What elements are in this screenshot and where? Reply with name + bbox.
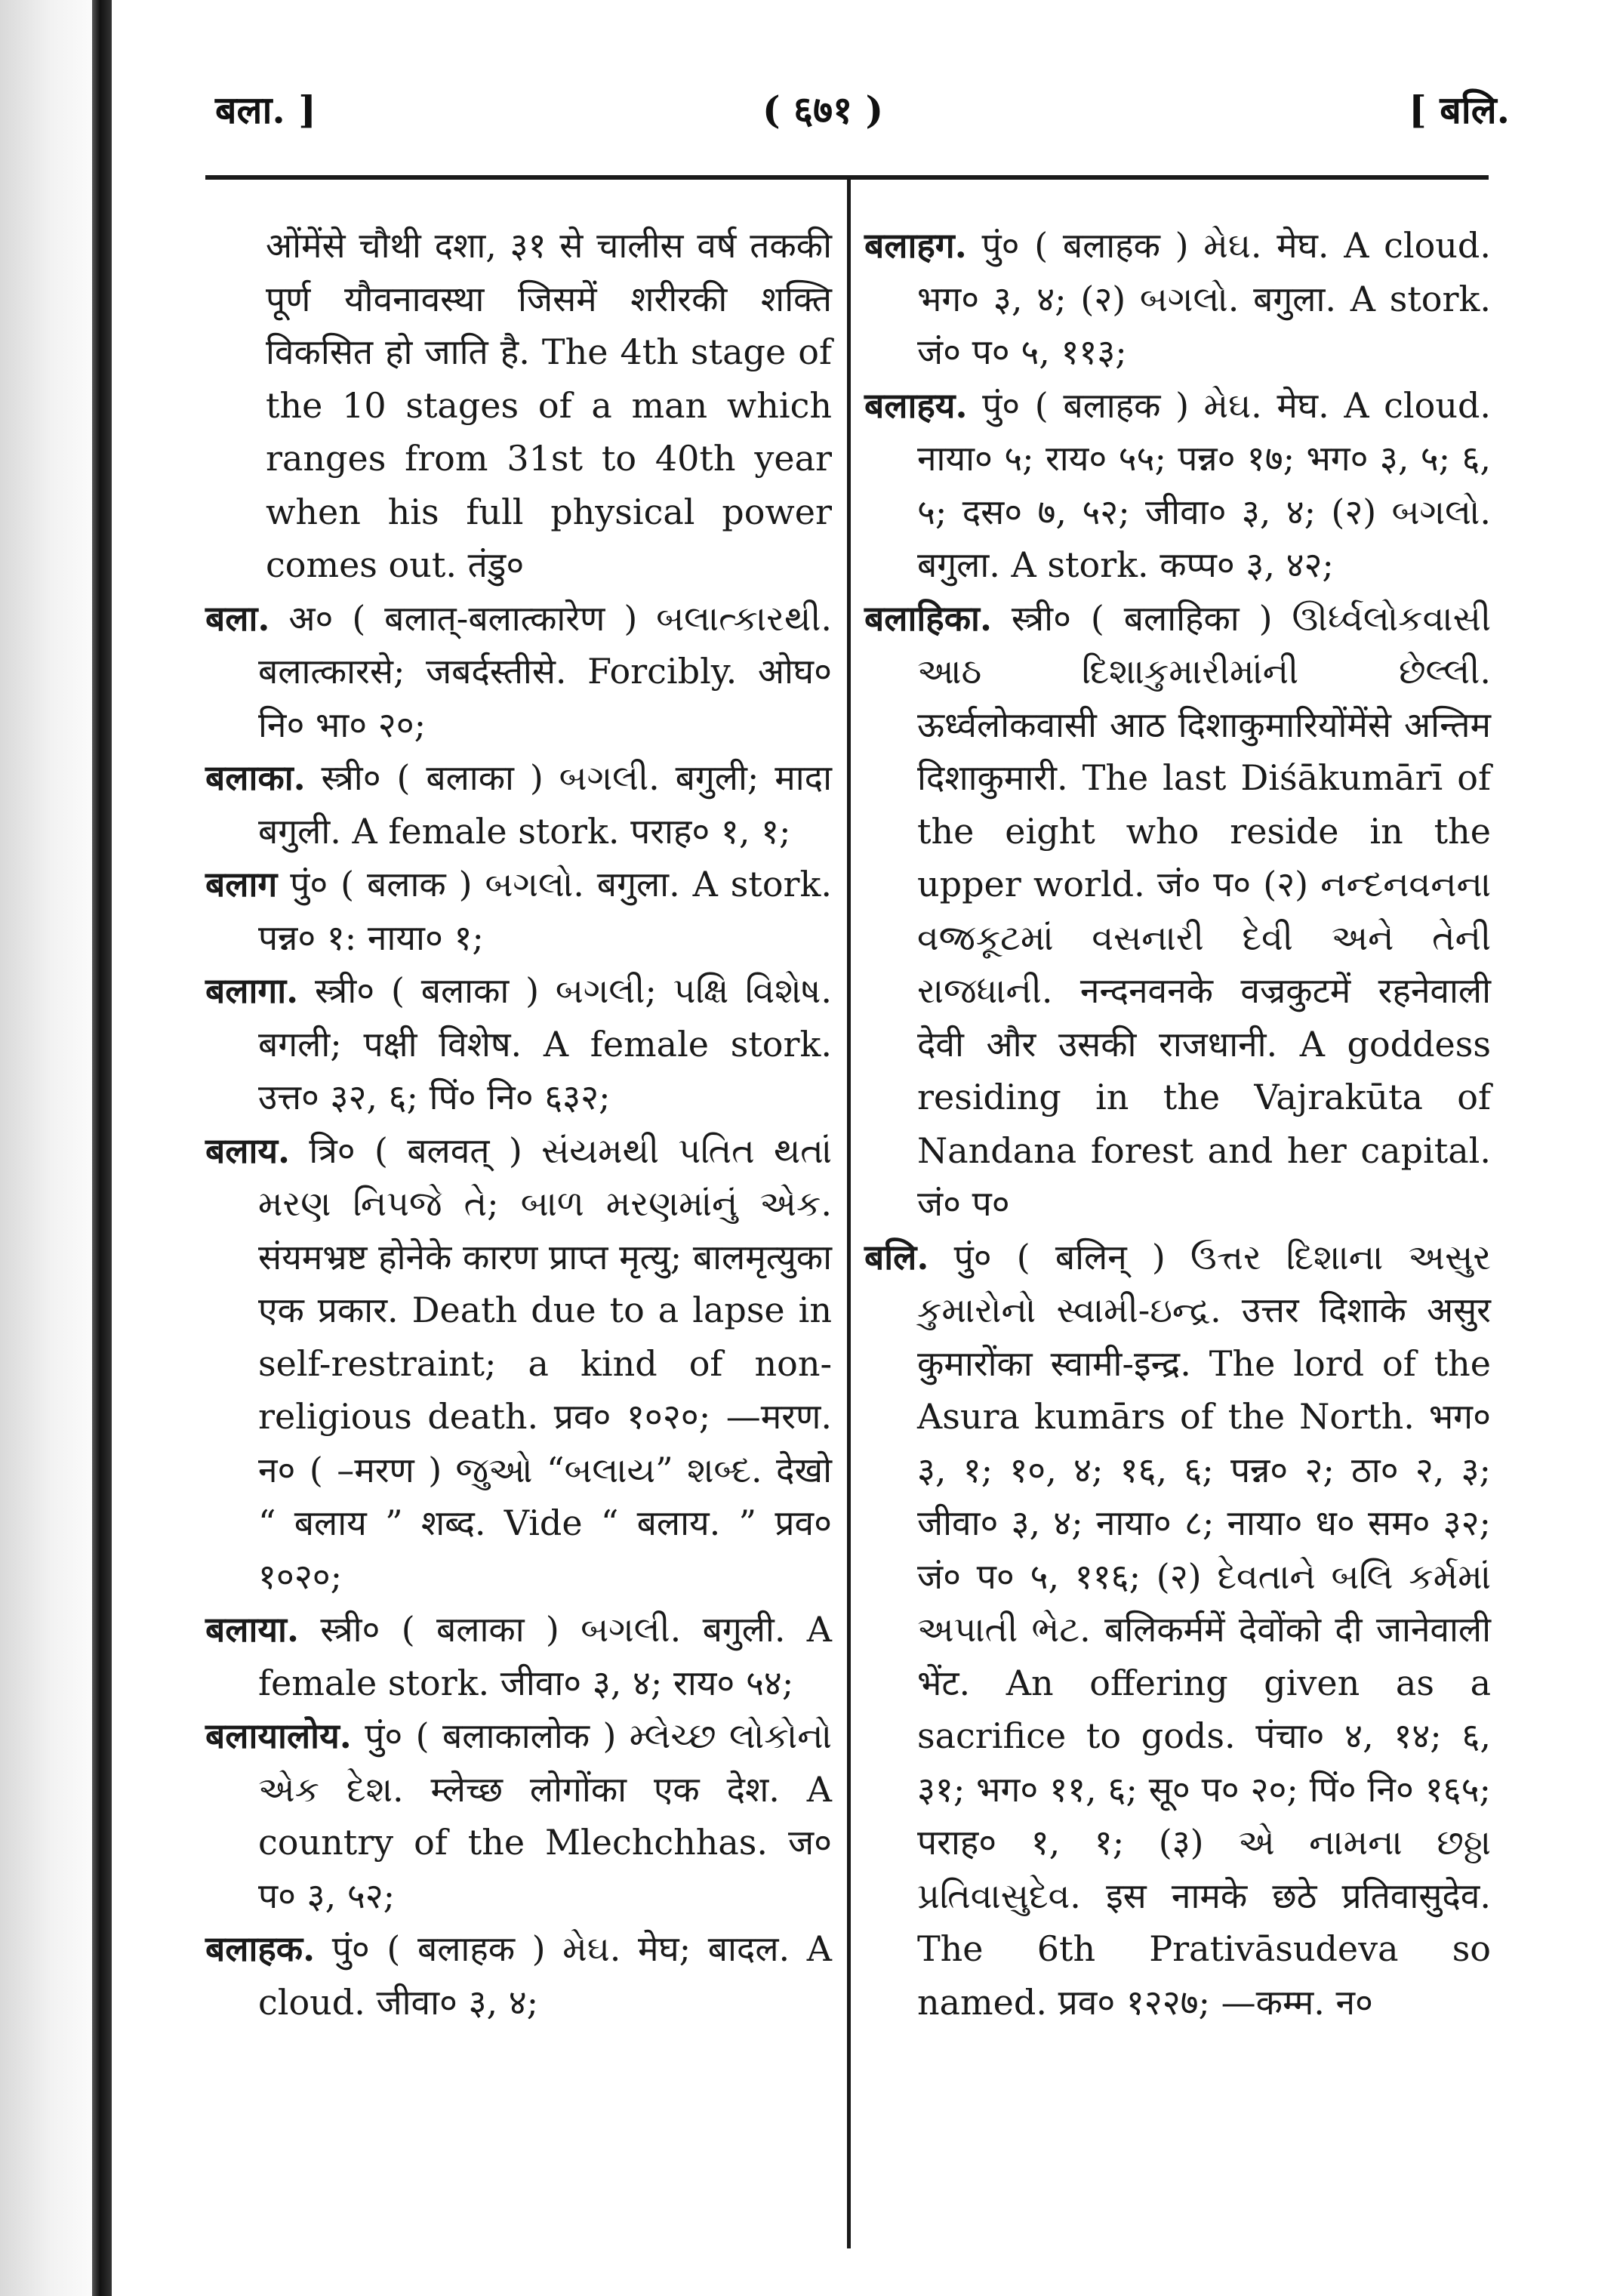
dictionary-entry (205, 964, 832, 1124)
entry-headword: बलि. (864, 1236, 929, 1277)
entry-headword: बलाका. (205, 757, 306, 798)
entry-headword: बला. (205, 597, 270, 639)
dictionary-entry (205, 1922, 832, 2029)
entry-text: पुं० ( बलाकालोक ) મ્લેચ્છ લોકોનો એક દેશ. म्लेच्छ लोगोंका एक देश. A country of the Mlechchhas. ज० प० ३, ५२; (258, 1715, 833, 1916)
entry-headword: बलाहिका. (864, 597, 992, 639)
entry-headword: बलागा. (205, 970, 299, 1011)
page-number: ( ६७१ ) (762, 88, 884, 132)
entry-headword: बलाहय. (864, 384, 968, 426)
entry-text: स्त्री० ( बलाका ) બગલી. बगुली. A female stork. जीवा० ३, ४; राय० ५४; (258, 1609, 832, 1703)
entry-text: त्रि० ( बलवत् ) સંયમથી પતિત થતાં મરણ નિપજે તે; બાળ મરણમાંનું એક. संयमभ्रष्ट होनेके कारण प्राप्त मृत्यु; बालमृत्युका एक प्रकार. Death due to a lapse in self-restraint; a kind of non-religious death. प्रव० १०२०; —मरण. न० ( –मरण ) જુઓ “બલાય” શબ્દ. देखो “ बलाय ” शब्द. Vide “ बलाय. ” प्रव० १०२०; (258, 1130, 832, 1597)
entry-text: स्त्री० ( बलाहिका ) ઊર્ધ્વલોકવાસી આઠ દિશાકુમારીમાંની છેલ્લી. ऊर्ध्वलोकवासी आठ दिशाकुमारियोंमेंसे अन्तिम दिशाकुमारी. The last Diśākumārī of the eight who reside in the upper world. जं० प० (२) નન્દનવનના વજ્રકૂટમાં વસનારી દેવી અને તેની રાજધાની. नन्दनवनके वज्रकुटमें रहनेवाली देवी और उसकी राजधानी. A goddess residing in the Vajrakūta of Nandana forest and her capital. जं० प० (917, 597, 1491, 1224)
book-spine (92, 0, 112, 2296)
entry-headword: बलाहग. (864, 225, 967, 266)
entry-text: पुं० ( बलाहक ) મેઘ. मेघ. A cloud. नाया० ५; राय० ५५; पन्न० १७; भग० ३, ५; ६, ५; दस० ७, ५२; जीवा० ३, ४; (२) બગલો. बगुला. A stork. कप्प० ३, ४२; (917, 384, 1492, 585)
dictionary-entry (205, 1124, 832, 1604)
running-head-right: [ बलि. (1409, 88, 1510, 132)
entry-headword: बलाग (205, 864, 278, 905)
entry-headword: बलायालोय. (205, 1715, 352, 1756)
right-column (864, 219, 1491, 2029)
dictionary-entry (864, 219, 1491, 379)
entry-headword: बलाहक. (205, 1928, 316, 1969)
dictionary-entry (205, 1603, 832, 1709)
entry-text: स्त्री० ( बलाका ) બગલી. बगुली; मादा बगुली. A female stork. पराह० १, १; (258, 757, 833, 852)
left-column (205, 219, 832, 2029)
entry-text: पुं० ( बलाहक ) મેઘ. मेघ; बादल. A cloud. जीवा० ३, ४; (258, 1928, 832, 2023)
dictionary-entry (864, 379, 1491, 592)
entry-text: ओंमेंसे चौथी दशा, ३१ से चालीस वर्ष तककी पूर्ण यौवनावस्था जिसमें शरीरकी शक्ति विकसित हो जाति है. The 4th stage of the 10 stages of a man which ranges from 31st to 40th year when his full physical power comes out. तंडु० (266, 225, 832, 585)
dictionary-entry (205, 592, 832, 752)
entry-headword: बलाय. (205, 1130, 291, 1171)
dictionary-entry (864, 1231, 1491, 2029)
running-head-left: बला. ] (215, 88, 316, 132)
entry-text: स्त्री० ( बलाका ) બગલી; પક્ષિ વિશેષ. बगली; पक्षी विशेष. A female stork. उत्त० ३२, ६; पिं० नि० ६३२; (258, 970, 833, 1117)
entry-text: पुं० ( बलाहक ) મેઘ. मेघ. A cloud. भग० ३, ४; (२) બગલો. बगुला. A stork. जं० प० ५, ११३; (917, 225, 1492, 372)
entry-text: पुं० ( बलिन् ) ઉત્તર દિશાના અસુર કુમારોનો સ્વામી-ઇન્દ્ર. उत्तर दिशाके असुर कुमारोंका स्वामी-इन्द्र. The lord of the Asura kumārs of the North. भग० ३, १; १०, ४; १६, ६; पन्न० २; ठा० २, ३; जीवा० ३, ४; नाया० ८; नाया० ध० सम० ३२; जं० प० ५, ११६; (२) દેવતાને બલિ કર્મમાં અપાતી ભેટ. बलिकर्ममें देवोंको दी जानेवाली भेंट. An offering given as a sacrifice to gods. पंचा० ४, १४; ६, ३१; भग० ११, ६; सू० प० २०; पिं० नि० १६५; पराह० १, १; (३) એ નામના છઠ્ઠા પ્રતિવાસુદેવ. इस नामके छठे प्रतिवासुदेव. The 6th Prativāsudeva so named. प्रव० १२२७; —कम्म. न० (917, 1236, 1492, 2023)
dictionary-entry (205, 219, 832, 592)
entry-headword: बलाया. (205, 1609, 299, 1650)
dictionary-entry (205, 858, 832, 964)
dictionary-entry (205, 1709, 832, 1922)
column-divider (847, 180, 851, 2248)
entry-text: पुं० ( बलाक ) બગલો. बगुला. A stork. पन्न० १: नाया० १; (258, 864, 832, 958)
entry-text: अ० ( बलात्-बलात्कारेण ) બલાત્કારથી. बलात्कारसे; जबर्दस्तीसे. Forcibly. ओघ० नि० भा० २०; (258, 597, 833, 745)
dictionary-entry (864, 592, 1491, 1231)
dictionary-entry (205, 751, 832, 858)
